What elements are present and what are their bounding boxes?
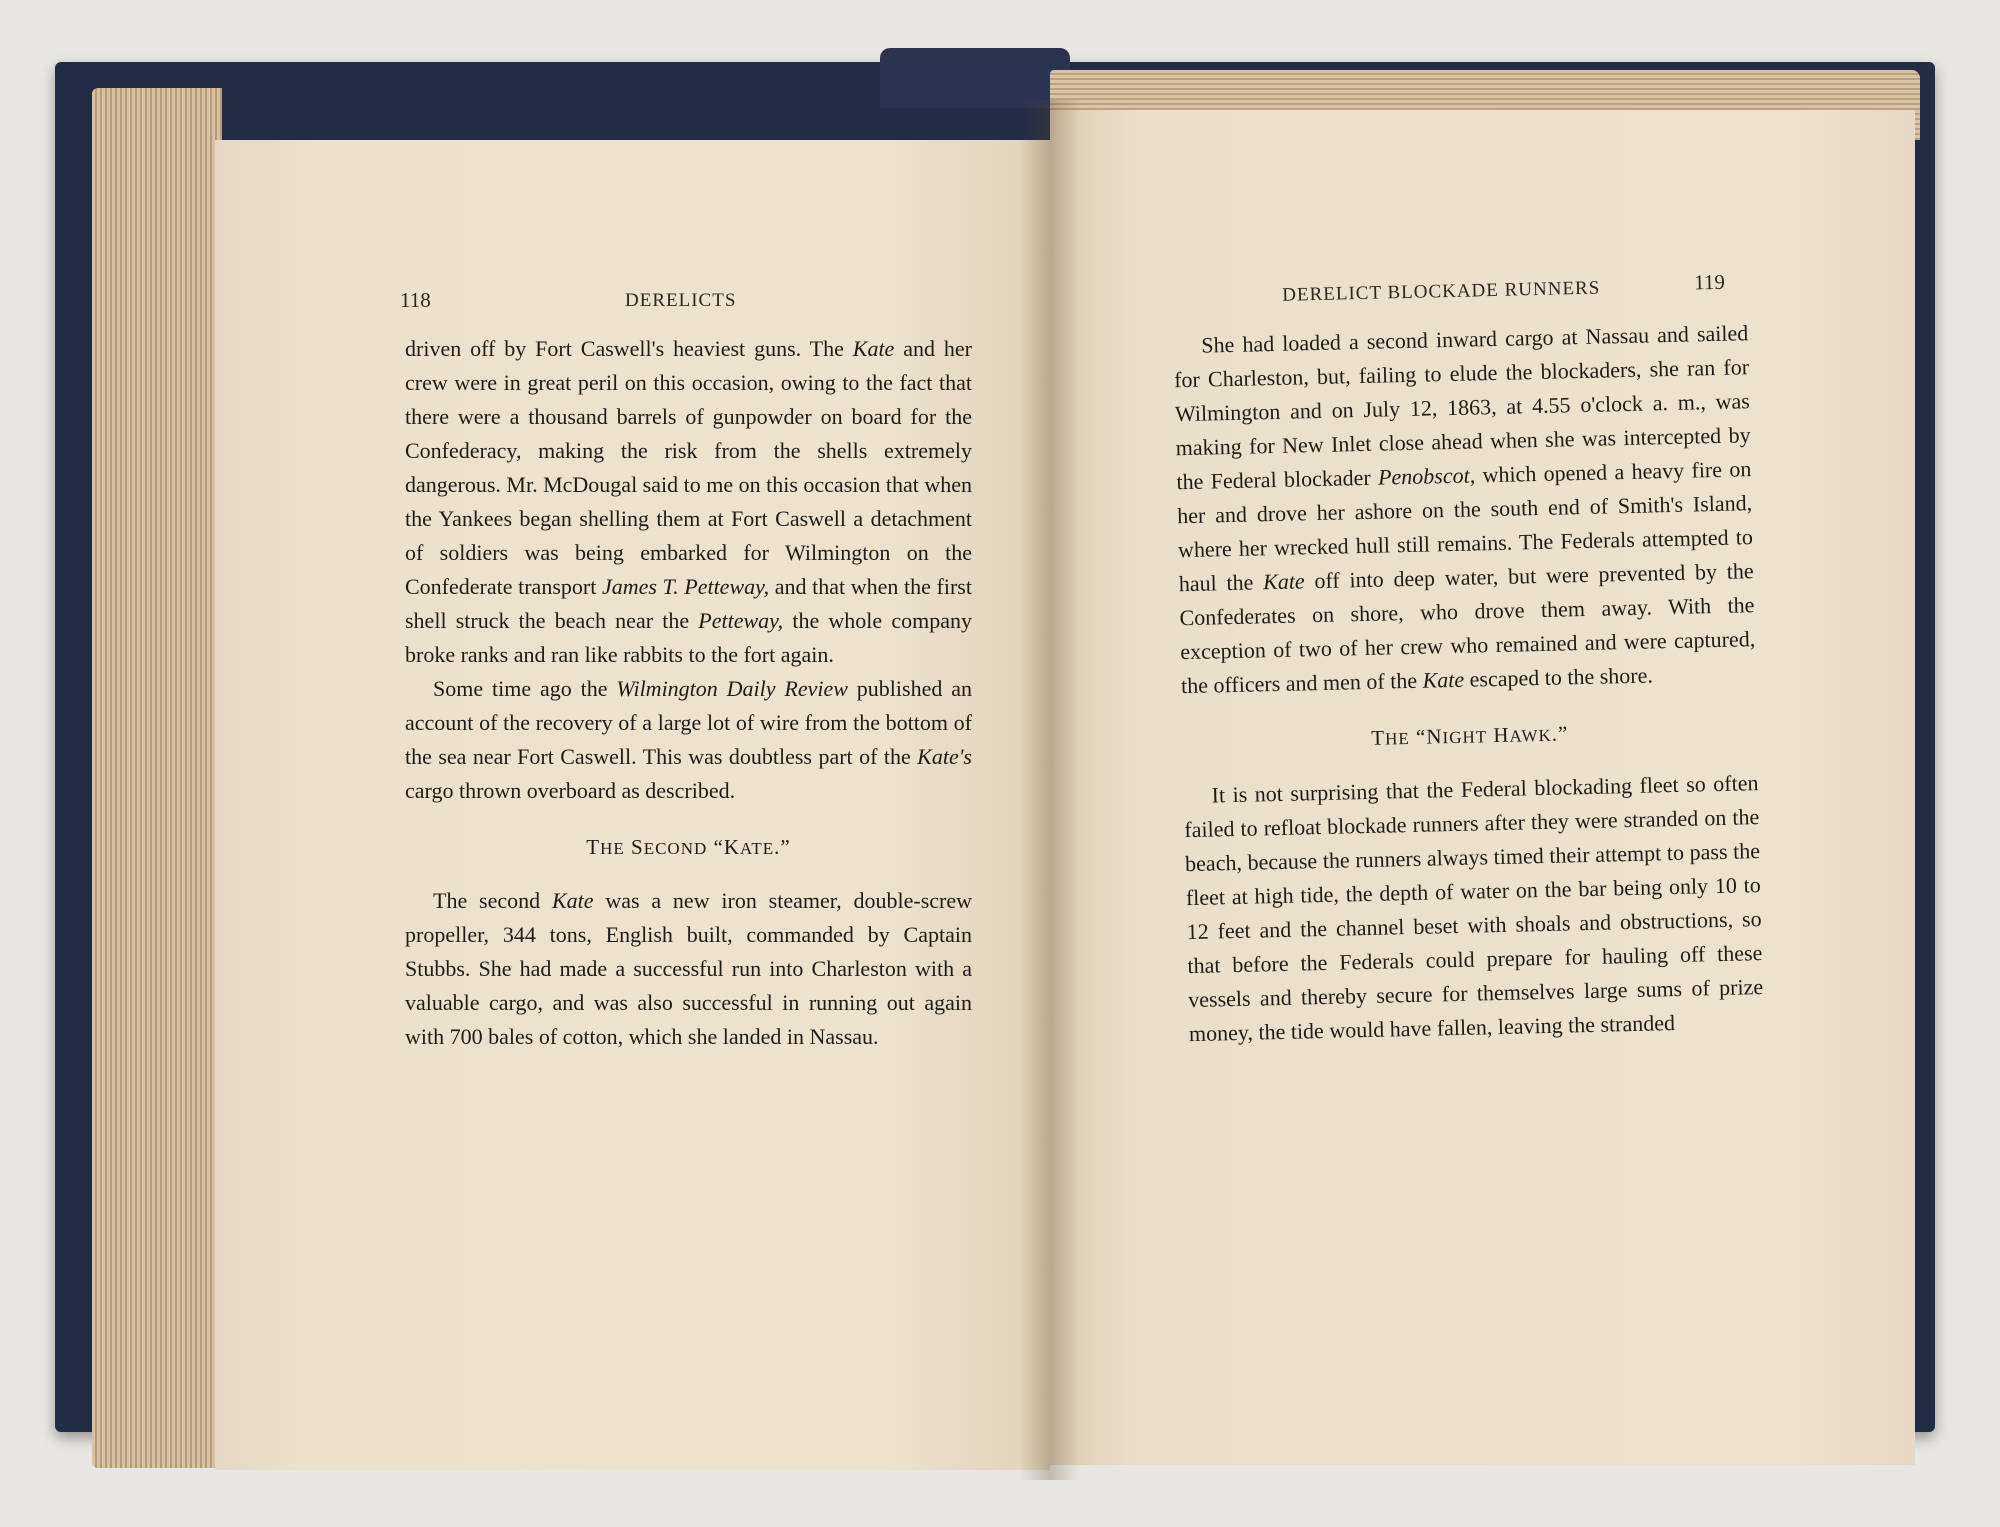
book-gutter bbox=[1020, 100, 1080, 1480]
right-page-number: 119 bbox=[1693, 269, 1726, 295]
right-page bbox=[1050, 110, 1915, 1465]
right-page-content bbox=[1050, 110, 1915, 1465]
right-running-head: DERELICT BLOCKADE RUNNERS bbox=[1282, 277, 1601, 306]
right-paragraph-1: She had loaded a second inward cargo at Nassau and sailed for Charleston, but, failing to elude the blockaders, she ran for Wilmington and on July 12, 1863, at 4.55 o'clock a. m., was making for New Inlet close ahead when she was intercepted by the Federal blockader Penobscot, which opened a heavy fire on her and drove her ashore on the south end of Smith's Island, where her wrecked hull still remains. The Federals attempted to haul the Kate off into deep water, but were prevented by the Confederates on shore, who drove them away. With the exception of two of her crew who remained and were captured, the officers and men of the Kate escaped to the shore. bbox=[1173, 320, 1756, 699]
left-page bbox=[215, 140, 1050, 1470]
book-spine bbox=[880, 48, 1070, 108]
right-page-body bbox=[1173, 316, 1764, 1051]
right-paragraph-2: It is not surprising that the Federal blockading fleet so often failed to refloat blockade runners after they were stranded on the beach, because the runners always timed their attempt to pass the fleet at high tide, the depth of water on the bar being only 10 to 12 feet and the channel beset with shoals and obstructions, so that before the Federals could prepare for hauling off these vessels and thereby secure for themselves large sums of prize money, the tide would have fallen, leaving the stranded bbox=[1184, 770, 1764, 1047]
section-heading-second-kate: THE SECOND “KATE.” bbox=[586, 835, 791, 859]
left-paragraph-1: driven off by Fort Caswell's heaviest guns. The Kate and her crew were in great peril on this occasion, owing to the fact that there were a thousand barrels of gunpowder on board for the Confederacy, making the risk from the shells extremely dangerous. Mr. McDougal said to me on this occasion that when the Yankees began shelling them at Fort Caswell a detachment of soldiers was being embarked for Wilmington on the Confederate transport James T. Petteway, and that when the first shell struck the beach near the Petteway, the whole company broke ranks and ran like rabbits to the fort again. bbox=[405, 336, 973, 667]
section-heading-night-hawk: THE “NIGHT HAWK.” bbox=[1370, 721, 1569, 750]
left-page-body bbox=[405, 332, 972, 1054]
left-paragraph-3: The second Kate was a new iron steamer, double-screw propeller, 344 tons, English built, commanded by Captain Stubbs. She had made a successful run into Charleston with a valuable cargo, and was also successful in running out again with 700 bales of cotton, which she landed in Nassau. bbox=[405, 888, 973, 1049]
page-edges-left bbox=[92, 88, 222, 1468]
left-running-head: DERELICTS bbox=[625, 290, 737, 311]
left-page-number: 118 bbox=[400, 288, 431, 312]
left-paragraph-2: Some time ago the Wilmington Daily Review published an account of the recovery of a large lot of wire from the bottom of the sea near Fort Caswell. This was doubtless part of the Kate's cargo thrown overboard as described. bbox=[405, 676, 972, 803]
